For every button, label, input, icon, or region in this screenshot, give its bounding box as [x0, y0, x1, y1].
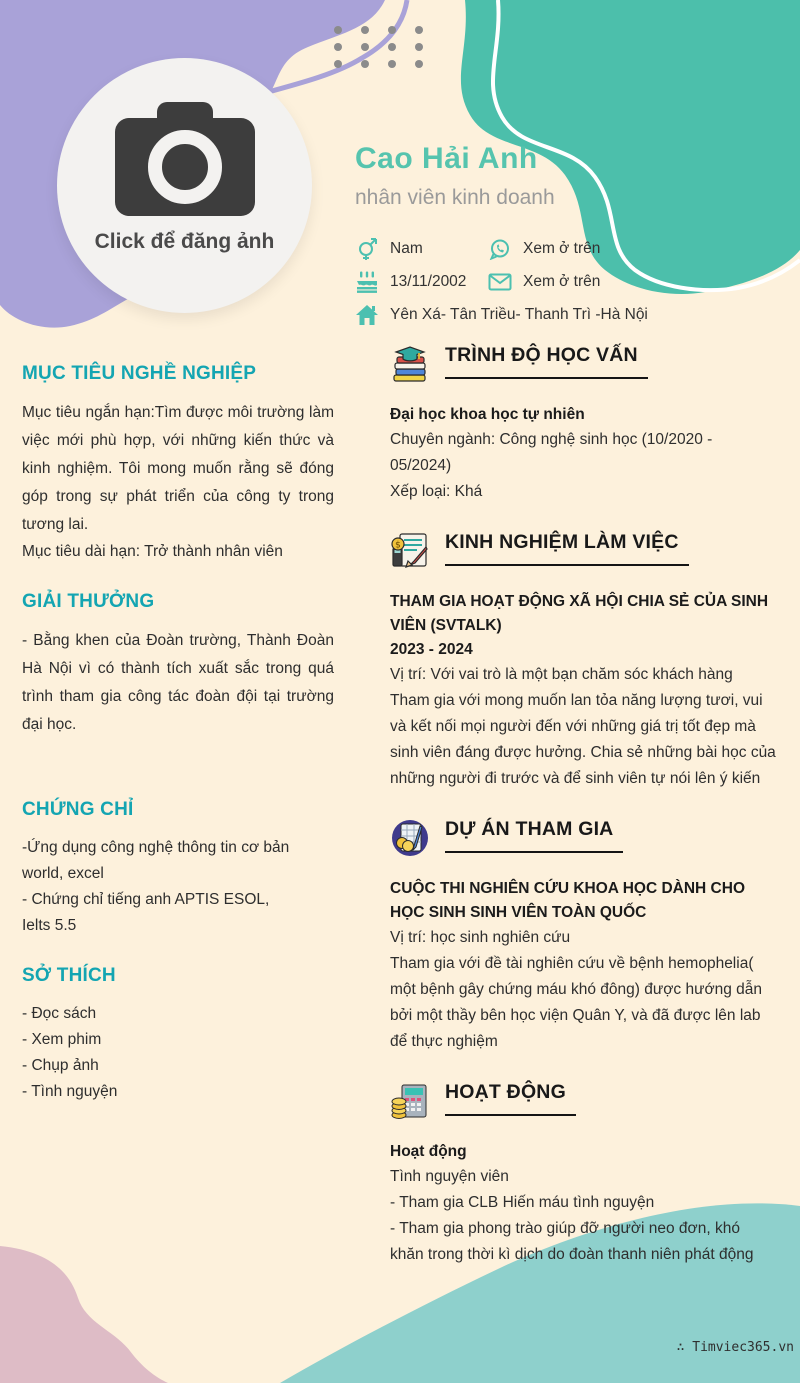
- whatsapp-icon: [488, 238, 512, 260]
- certificate-line: -Ứng dụng công nghệ thông tin cơ bản world, excel: [22, 839, 290, 882]
- birthday-value: 13/11/2002: [390, 272, 467, 290]
- gender-value: Nam: [390, 239, 423, 257]
- hobby-item: - Tình nguyện: [22, 1083, 118, 1100]
- objective-long-term: Mục tiêu dài hạn: Trở thành nhân viên: [22, 543, 283, 560]
- svg-text:$: $: [395, 540, 401, 551]
- activity-line: - Tham gia phong trào giúp đỡ người neo đơn, khó khăn trong thời kì dịch do đoàn thanh niên phát động: [390, 1220, 754, 1263]
- coins-calculator-icon: [390, 1081, 430, 1126]
- books-graduation-cap-icon: [390, 344, 430, 389]
- activity-line: - Tham gia CLB Hiến máu tình nguyện: [390, 1194, 655, 1211]
- photo-upload-button[interactable]: [57, 58, 312, 313]
- header: [355, 142, 785, 331]
- objective-heading: MỤC TIÊU NGHỀ NGHIỆP: [22, 363, 257, 384]
- hobbies-heading: SỞ THÍCH: [22, 965, 116, 986]
- projects-desc: Tham gia với đề tài nghiên cứu về bệnh hemophelia( một bệnh gây chứng máu khó đông) được hướng dẫn bởi một thầy bên học viện Quân Y, và đã được lên lab để thực nghiệm: [390, 955, 763, 1050]
- projects-heading: DỰ ÁN THAM GIA: [445, 816, 623, 853]
- experience-desc: Tham gia với mong muốn lan tỏa năng lượng tươi, vui và kết nối mọi người đến với những giá trị tốt đẹp mà sinh viên đáng được hưởng. Chia sẻ những bài học của những người đi trước và để sinh viên tự nói lên ý kiến: [390, 692, 776, 787]
- gender-symbol-icon: [355, 237, 379, 261]
- home-icon: [355, 304, 379, 326]
- projects-role: Vị trí: học sinh nghiên cứu: [390, 929, 571, 946]
- education-major: Chuyên ngành: Công nghệ sinh học (10/2020 - 05/2024): [390, 431, 713, 474]
- section-experience: [390, 529, 776, 792]
- job-title: nhân viên kinh doanh: [355, 186, 555, 209]
- hobby-item: - Đọc sách: [22, 1005, 97, 1022]
- pink-bottom-blob: [0, 1243, 175, 1383]
- notepad-coins-pen-icon: [390, 818, 430, 863]
- projects-org: CUỘC THI NGHIÊN CỨU KHOA HỌC DÀNH CHO HỌC SINH SINH VIÊN TOÀN QUỐC: [390, 880, 746, 921]
- certificate-line: - Chứng chỉ tiếng anh APTIS ESOL,: [22, 891, 270, 908]
- activities-heading: HOẠT ĐỘNG: [445, 1079, 576, 1116]
- contact-info: [355, 232, 785, 331]
- experience-role: Vị trí: Với vai trò là một bạn chăm sóc khách hàng: [390, 666, 733, 683]
- email-value: Xem ở trên: [523, 272, 601, 290]
- phone-value: Xem ở trên: [523, 239, 601, 257]
- hobby-item: - Chụp ảnh: [22, 1057, 99, 1074]
- education-grade: Xếp loại: Khá: [390, 483, 483, 500]
- awards-body: - Bằng khen của Đoàn trường, Thành Đoàn Hà Nội vì có thành tích xuất sắc trong quá trình tham gia công tác đoàn đội tại trường đại học.: [22, 632, 334, 733]
- brand-watermark: ∴ Timviec365.vn: [676, 1340, 794, 1355]
- candidate-name: Cao Hải Anh: [355, 142, 538, 175]
- dots-decoration: [330, 22, 430, 74]
- photo-upload-label: Click để đăng ảnh: [94, 230, 275, 253]
- document-money-pen-icon: [390, 531, 430, 576]
- section-awards: [22, 591, 334, 739]
- envelope-icon: [488, 273, 512, 291]
- education-heading: TRÌNH ĐỘ HỌC VẤN: [445, 342, 648, 379]
- right-column: [390, 342, 776, 1268]
- camera-icon: [109, 100, 261, 218]
- experience-heading: KINH NGHIỆM LÀM VIỆC: [445, 529, 689, 566]
- experience-period: 2023 - 2024: [390, 641, 473, 658]
- education-school: Đại học khoa học tự nhiên: [390, 406, 585, 423]
- section-hobbies: [22, 965, 334, 1105]
- certificate-line: Ielts 5.5: [22, 917, 77, 934]
- awards-heading: GIẢI THƯỞNG: [22, 591, 155, 612]
- section-projects: [390, 816, 776, 1055]
- hobby-item: - Xem phim: [22, 1031, 102, 1048]
- birthday-cake-icon: [355, 270, 379, 294]
- section-activities: [390, 1079, 776, 1268]
- activities-label: Hoạt động: [390, 1143, 467, 1160]
- activity-line: Tình nguyện viên: [390, 1168, 509, 1185]
- address-value: Yên Xá- Tân Triều- Thanh Trì -Hà Nội: [390, 305, 648, 323]
- section-objective: [22, 363, 334, 565]
- left-column: [22, 363, 334, 1105]
- objective-body: Mục tiêu ngắn hạn:Tìm được môi trường làm việc mới phù hợp, với những kiến thức và kinh nghiệm. Tôi mong muốn rằng sẽ đóng góp trong sự phát triển của công ty trong tương lai.: [22, 404, 334, 533]
- section-certificates: [22, 799, 334, 939]
- certificates-heading: CHỨNG CHỈ: [22, 799, 134, 820]
- section-education: [390, 342, 776, 505]
- experience-org: THAM GIA HOẠT ĐỘNG XÃ HỘI CHIA SẺ CỦA SINH VIÊN (SVTALK): [390, 593, 769, 634]
